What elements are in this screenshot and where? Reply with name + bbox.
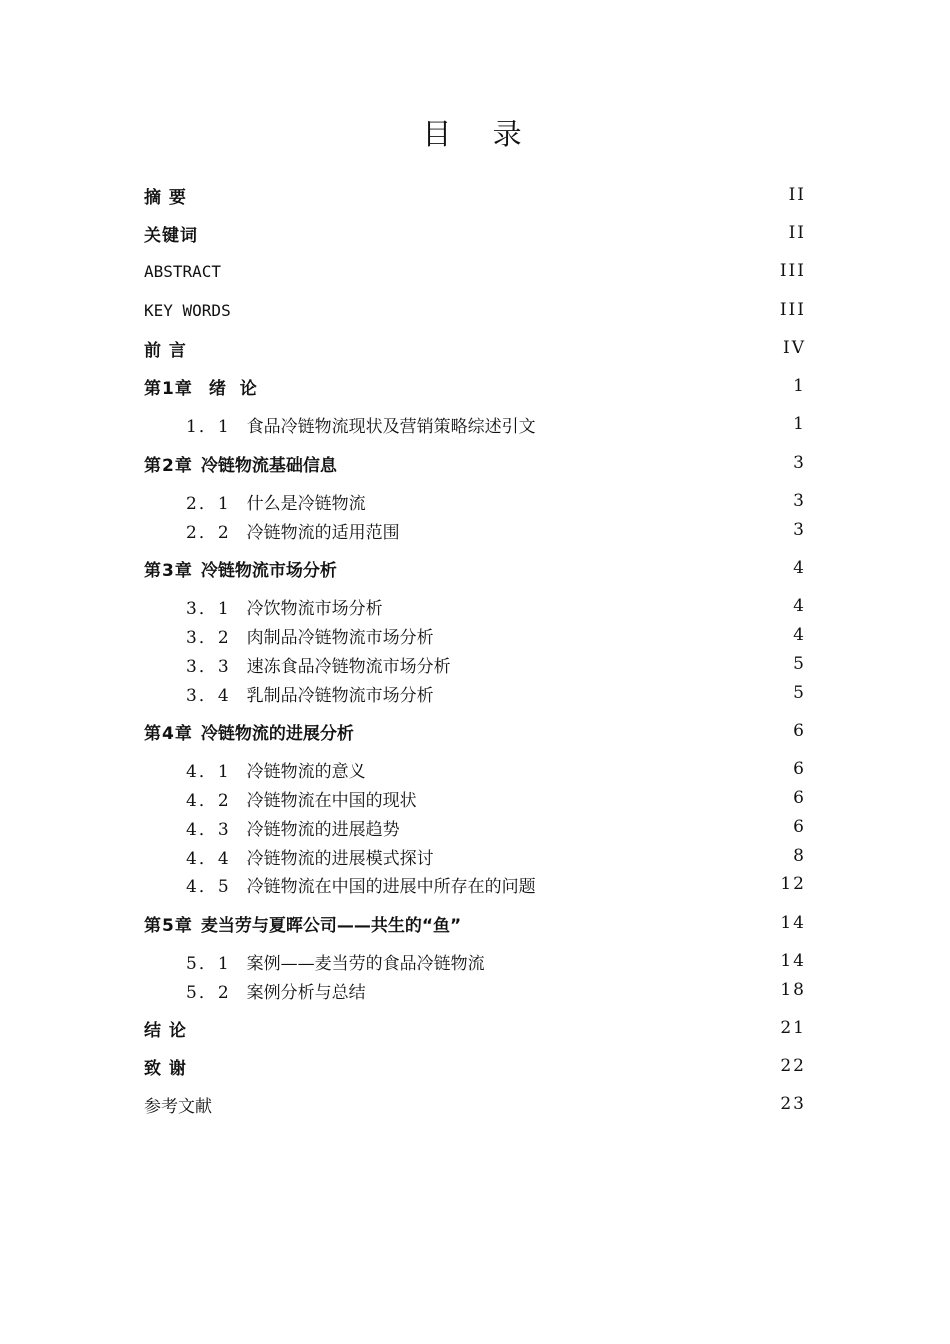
toc-entry-label: 冷链物流的适用范围 (246, 522, 400, 543)
toc-entry-page: 6 (793, 817, 806, 837)
toc-entry-keywords-cn[interactable] (144, 220, 806, 246)
toc-section-number: 3．1 (186, 598, 231, 619)
toc-section-number: 2．2 (186, 522, 231, 543)
toc-entry-label: 麦当劳与夏晖公司——共生的“鱼” (200, 915, 462, 936)
toc-entry-page: 6 (793, 759, 806, 779)
toc-chapter-4[interactable] (144, 718, 806, 744)
toc-section-number: 5．2 (186, 982, 231, 1003)
toc-section-1-1[interactable] (186, 411, 806, 437)
toc-entry-label: 食品冷链物流现状及营销策略综述引文 (246, 416, 536, 437)
toc-entry-label: 冷链物流的进展趋势 (246, 819, 400, 840)
toc-chapter-2[interactable] (144, 450, 806, 476)
toc-chapter-number: 第3章 (144, 560, 193, 581)
toc-section-3-3[interactable] (186, 651, 806, 677)
toc-entry-label: 绪 论 (208, 378, 261, 399)
toc-entry-label: 致 谢 (144, 1058, 187, 1079)
toc-entry-page: 1 (793, 414, 806, 434)
toc-entry-label: 冷链物流市场分析 (200, 560, 337, 581)
toc-entry-page: 14 (780, 913, 806, 933)
toc-section-5-1[interactable] (186, 948, 806, 974)
toc-entry-page: 14 (780, 951, 806, 971)
toc-chapter-number: 第4章 (144, 723, 193, 744)
toc-section-3-1[interactable] (186, 593, 806, 619)
toc-entry-page: 3 (793, 520, 806, 540)
toc-entry-page: 6 (793, 721, 806, 741)
toc-entry-page: II (788, 223, 806, 243)
toc-entry-preface[interactable] (144, 335, 806, 361)
toc-chapter-number: 第5章 (144, 915, 193, 936)
toc-section-number: 3．3 (186, 656, 231, 677)
toc-section-5-2[interactable] (186, 977, 806, 1003)
toc-entry-page: 3 (793, 453, 806, 473)
toc-entry-label: 案例分析与总结 (246, 982, 366, 1003)
toc-entry-page: 1 (793, 376, 806, 396)
toc-entry-label: 冷链物流在中国的现状 (246, 790, 417, 811)
toc-section-4-4[interactable] (186, 843, 806, 869)
toc-entry-label: 冷链物流基础信息 (200, 455, 337, 476)
toc-section-number: 5．1 (186, 953, 231, 974)
toc-entry-label: 冷链物流的意义 (246, 761, 366, 782)
toc-section-number: 4．5 (186, 876, 231, 897)
toc-entry-references[interactable] (144, 1091, 806, 1117)
toc-section-number: 4．4 (186, 848, 231, 869)
toc-chapter-3[interactable] (144, 555, 806, 581)
toc-chapter-number: 第1章 (144, 378, 193, 399)
toc-entry-label: 冷链物流的进展模式探讨 (246, 848, 434, 869)
toc-entry-label: KEY WORDS (144, 300, 231, 320)
toc-entry-page: 22 (780, 1056, 806, 1076)
toc-section-number: 3．2 (186, 627, 231, 648)
toc-section-4-1[interactable] (186, 756, 806, 782)
toc-entry-page: II (788, 185, 806, 205)
toc-entry-page: 8 (793, 846, 806, 866)
toc-chapter-1[interactable] (144, 373, 806, 399)
toc-entry-label: 案例——麦当劳的食品冷链物流 (246, 953, 485, 974)
toc-section-number: 4．3 (186, 819, 231, 840)
toc-entry-label: 肉制品冷链物流市场分析 (246, 627, 434, 648)
toc-section-3-2[interactable] (186, 622, 806, 648)
toc-entry-page: 18 (780, 980, 806, 1000)
toc-entry-page: IV (783, 338, 806, 358)
toc-entry-page: 23 (780, 1094, 806, 1114)
toc-section-number: 4．2 (186, 790, 231, 811)
toc-entry-label: 关键词 (144, 225, 198, 246)
toc-chapter-5[interactable] (144, 910, 806, 936)
toc-section-number: 4．1 (186, 761, 231, 782)
toc-section-number: 1．1 (186, 416, 231, 437)
toc-entry-label: 摘 要 (144, 187, 187, 208)
toc-entry-keywords-en[interactable] (144, 297, 806, 323)
toc-section-3-4[interactable] (186, 680, 806, 706)
toc-entry-page: 3 (793, 491, 806, 511)
toc-entry-page: 5 (793, 654, 806, 674)
toc-entry-page: III (779, 300, 806, 320)
toc-section-2-1[interactable] (186, 488, 806, 514)
toc-section-4-3[interactable] (186, 814, 806, 840)
toc-entry-page: 4 (793, 596, 806, 616)
toc-section-number: 3．4 (186, 685, 231, 706)
toc-entry-conclusion[interactable] (144, 1015, 806, 1041)
toc-entry-label: 前 言 (144, 340, 187, 361)
toc-entry-page: 12 (780, 874, 806, 894)
toc-section-2-2[interactable] (186, 517, 806, 543)
toc-entry-page: 21 (780, 1018, 806, 1038)
toc-entry-acknowledgements[interactable] (144, 1053, 806, 1079)
toc-section-4-5[interactable] (186, 871, 806, 897)
toc-entry-page: 4 (793, 625, 806, 645)
toc-entry-abstract-en[interactable] (144, 258, 806, 284)
toc-entry-label: ABSTRACT (144, 261, 222, 281)
toc-entry-label: 乳制品冷链物流市场分析 (246, 685, 434, 706)
toc-entry-page: III (779, 261, 806, 281)
toc-entry-label: 冷饮物流市场分析 (246, 598, 383, 619)
toc-section-4-2[interactable] (186, 785, 806, 811)
toc-section-number: 2．1 (186, 493, 231, 514)
toc-entry-label: 参考文献 (144, 1096, 212, 1117)
toc-entry-label: 冷链物流的进展分析 (200, 723, 354, 744)
toc-entry-label: 结 论 (144, 1020, 187, 1041)
toc-entry-abstract-cn[interactable] (144, 182, 806, 208)
toc-entry-page: 4 (793, 558, 806, 578)
toc-chapter-number: 第2章 (144, 455, 193, 476)
toc-entry-label: 什么是冷链物流 (246, 493, 366, 514)
toc-entry-page: 6 (793, 788, 806, 808)
page-title: 目 录 (422, 117, 538, 151)
toc-entry-label: 冷链物流在中国的进展中所存在的问题 (246, 876, 536, 897)
toc-entry-label: 速冻食品冷链物流市场分析 (246, 656, 451, 677)
toc-entry-page: 5 (793, 683, 806, 703)
